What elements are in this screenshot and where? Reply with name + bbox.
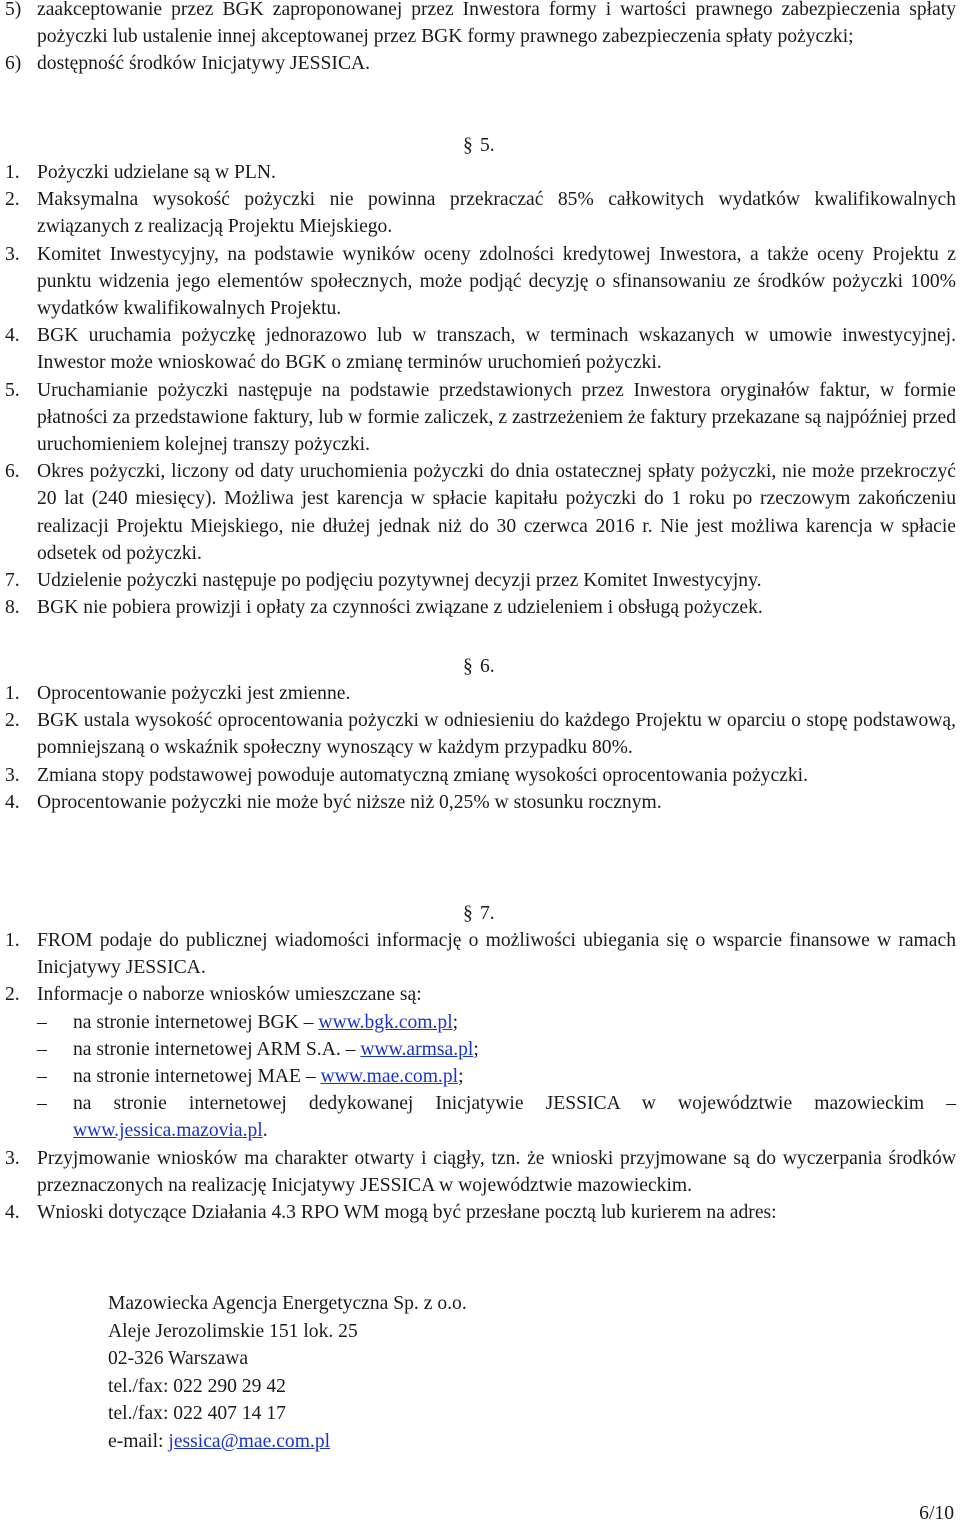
- armsa-link[interactable]: www.armsa.pl: [360, 1038, 474, 1060]
- list-item: 2. Informacje o naborze wniosków umieszczane są:: [5, 984, 422, 1006]
- list-item: 1. Pożyczki udzielane są w PLN.: [5, 162, 276, 183]
- section-6-list: [0, 680, 958, 816]
- list-item: 1. FROM podaje do publicznej wiadomości informację o możliwości ubiegania się o wsparcie finansowe w ramach Inicjatywy JESSICA.: [5, 930, 956, 979]
- email-link[interactable]: jessica@mae.com.pl: [168, 1430, 331, 1452]
- dash-icon: –: [37, 1038, 47, 1060]
- list-item: 5. Uruchamianie pożyczki następuje na podstawie przedstawionych przez Inwestora oryginałów faktur, w formie płatności za przedstawione faktury, lub w formie zaliczek, z zastrzeżeniem że faktury przekazane są najpóźniej przed uruchomieniem kolejnej transzy pożyczki.: [5, 379, 956, 456]
- list-item: 2. BGK ustala wysokość oprocentowania pożyczki w odniesieniu do każdego Projektu w oparciu o stopę podstawową, pomniejszaną o wskaźnik społeczny wynoszący w każdym przypadku 80%.: [5, 710, 956, 759]
- list-item: 4. Oprocentowanie pożyczki nie może być niższe niż 0,25% w stosunku rocznym.: [5, 791, 662, 813]
- list-item: 3. Komitet Inwestycyjny, na podstawie wyników oceny zdolności kredytowej Inwestora, a także oceny Projektu z punktu widzenia jego elementów społecznych, może podjąć decyzję o sfinansowaniu ze środków pożyczki 100% wydatków kwalifikowalnych Projektu.: [5, 243, 956, 320]
- dash-icon: –: [37, 1066, 47, 1088]
- list-item: 2. Maksymalna wysokość pożyczki nie powinna przekraczać 85% całkowitych wydatków kwalifikowalnych związanych z realizacją Projektu Miejskiego.: [5, 189, 956, 238]
- list-item: 4. Wnioski dotyczące Działania 4.3 RPO WM mogą być przesłane pocztą lub kurierem na adres:: [5, 1202, 777, 1224]
- bgk-link[interactable]: www.bgk.com.pl: [318, 1011, 453, 1033]
- document-page: 5) zaakceptowanie przez BGK zaproponowanej przez Inwestora formy i wartości prawnego zabezpieczenia spłaty pożyczki lub ustalenie innej akceptowanej przez BGK formy prawnego zabezpieczenia spłaty pożyczki; 6) dostępność środków Inicjatywy JESSICA. § 5. 1. Pożyczki udzielane są w PLN. 2. Maksymalna wysokość pożyczki nie powinna przekraczać 85% całkowitych wydatków kwalifikowalnych związanych z realizacją Projektu Miejskiego. 3. Komitet Inwestycyjny, na podstawie wyników oceny zdolności kredytowej Inwestora, a także oceny Projektu z punktu widzenia jego elementów społecznych, może podjąć decyzję o sfinansowaniu ze środków pożyczki 100% wydatków kwalifikowalnych Projektu. 4. BGK uruchamia pożyczkę jednorazowo lub w transzach, w terminach wskazanych w umowie inwestycyjnej. Inwestor może wnioskować do BGK o zmianę terminów uruchomień pożyczki. 5. Uruchamianie pożyczki następuje na podstawie przedstawionych przez Inwestora oryginałów faktur, w formie płatności za przedstawione faktury, lub w formie zaliczek, z zastrzeżeniem że faktury przekazane są najpóźniej przed uruchomieniem kolejnej transzy pożyczki. 6. Okres pożyczki, liczony od daty uruchomienia pożyczki do dnia ostatecznej spłaty pożyczki, nie może przekroczyć 20 lat (240 miesięcy). Możliwa jest karencja w spłacie kapitału pożyczki do 1 roku po rzeczowym zakończeniu realizacji Projektu Miejskiego, nie dłużej jednak niż do 30 czerwca 2016 r. Nie jest możliwa karencja w spłacie odsetek od pożyczki. 7. Udzielenie pożyczki następuje po podjęciu pozytywnej decyzji przez Komitet Inwestycyjny. 8. BGK nie pobiera prowizji i opłaty za czynności związane z udzieleniem i obsługą pożyczek. § 6. 1. Oprocentowanie pożyczki jest zmienne. 2. BGK ustala wysokość oprocentowania pożyczki w odniesieniu do każdego Projektu w oparciu o stopę podstawową, pomniejszaną o wskaźnik społeczny wynoszący w każdym przypadku 80%. 3. Zmiana stopy podstawowej powoduje automatyczną zmianę wysokości oprocentowania pożyczki. 4. Oprocentowanie pożyczki nie może być niższe niż 0,25% w stosunku rocznym. § 7. 1. FROM podaje do publicznej wiadomości informację o możliwości ubiegania się o wsparcie finansowe w ramach Inicjatywy JESSICA. 2. Informacje o naborze wniosków umieszczane są: – na stronie internetowej BGK – www.bgk.com.pl; – na stronie internetowej ARM S.A. – www.armsa.pl; – na stronie internetowej MAE – www.mae.com.pl; – na stronie internetowej dedykowanej Inicjatywie JESSICA w województwie mazowieckim – www.jessica.mazovia.pl. 3. Przyjmowanie wniosków ma charakter otwarty i ciągły, tzn. że wnioski przyjmowane są do wyczerpania środków przeznaczonych na realizację Inicjatywy JESSICA w województwie mazowieckim. 4. Wnioski dotyczące Działania 4.3 RPO WM mogą być przesłane pocztą lub kurierem na adres: Mazowiecka Agencja Energetyczna Sp. z o.o. Aleje Jerozolimskie 151 lok. 25 02-326 Warszawa tel./fax: 022 290 29 42 tel./fax: 022 407 14 17 e-mail: jessica@mae.com.pl 6/10: [0, 0, 960, 1535]
- list-item: 1. Oprocentowanie pożyczki jest zmienne.: [5, 683, 351, 704]
- section-5-list: [0, 159, 958, 621]
- list-item: 7. Udzielenie pożyczki następuje po podjęciu pozytywnej decyzji przez Komitet Inwestycyjny.: [5, 570, 762, 592]
- list-item: 5) zaakceptowanie przez BGK zaproponowanej przez Inwestora formy i wartości prawnego zabezpieczenia spłaty pożyczki lub ustalenie innej akceptowanej przez BGK formy prawnego zabezpieczenia spłaty pożyczki;: [5, 0, 956, 48]
- list-item: 4. BGK uruchamia pożyczkę jednorazowo lub w transzach, w terminach wskazanych w umowie inwestycyjnej. Inwestor może wnioskować do BGK o zmianę terminów uruchomień pożyczki.: [5, 325, 956, 374]
- page-number: 6/10: [919, 1503, 954, 1524]
- bullet-item: – na stronie internetowej dedykowanej Inicjatywie JESSICA w województwie mazowieckim – www.jessica.mazovia.pl.: [0, 1090, 956, 1144]
- list-item: 6) dostępność środków Inicjatywy JESSICA.: [5, 53, 371, 75]
- list-item: 6. Okres pożyczki, liczony od daty uruchomienia pożyczki do dnia ostatecznej spłaty pożyczki, nie może przekroczyć 20 lat (240 miesięcy). Możliwa jest karencja w spłacie kapitału pożyczki do 1 roku po rzeczowym zakończeniu realizacji Projektu Miejskiego, nie dłużej jednak niż do 30 czerwca 2016 r. Nie jest możliwa karencja w spłacie odsetek od pożyczki.: [5, 461, 956, 564]
- paragraph-symbol-icon: §: [463, 656, 473, 677]
- list-item: 8. BGK nie pobiera prowizji i opłaty za czynności związane z udzieleniem i obsługą pożyczek.: [5, 597, 763, 619]
- dash-icon: –: [37, 1011, 47, 1033]
- paragraph-symbol-icon: §: [463, 135, 473, 156]
- bullet-item: – na stronie internetowej BGK – www.bgk.com.pl;: [0, 1009, 956, 1036]
- conditions-list: [0, 0, 958, 78]
- bullet-item: – na stronie internetowej ARM S.A. – www.armsa.pl;: [0, 1036, 956, 1063]
- dash-icon: –: [37, 1093, 47, 1115]
- paragraph-symbol-icon: §: [463, 903, 473, 924]
- address-block: Mazowiecka Agencja Energetyczna Sp. z o.o. Aleje Jerozolimskie 151 lok. 25 02-326 Warszawa tel./fax: 022 290 29 42 tel./fax: 022 407 14 17 e-mail: jessica@mae.com.pl: [108, 1293, 467, 1452]
- jessica-link[interactable]: www.jessica.mazovia.pl: [73, 1120, 263, 1142]
- section-7-list: [0, 927, 958, 1226]
- mae-link[interactable]: www.mae.com.pl: [320, 1066, 459, 1088]
- list-item: 3. Przyjmowanie wniosków ma charakter otwarty i ciągły, tzn. że wnioski przyjmowane są do wyczerpania środków przeznaczonych na realizację Inicjatywy JESSICA w województwie mazowieckim.: [5, 1147, 956, 1196]
- list-item: 3. Zmiana stopy podstawowej powoduje automatyczną zmianę wysokości oprocentowania pożyczki.: [5, 764, 809, 786]
- bullet-item: – na stronie internetowej MAE – www.mae.com.pl;: [0, 1063, 956, 1090]
